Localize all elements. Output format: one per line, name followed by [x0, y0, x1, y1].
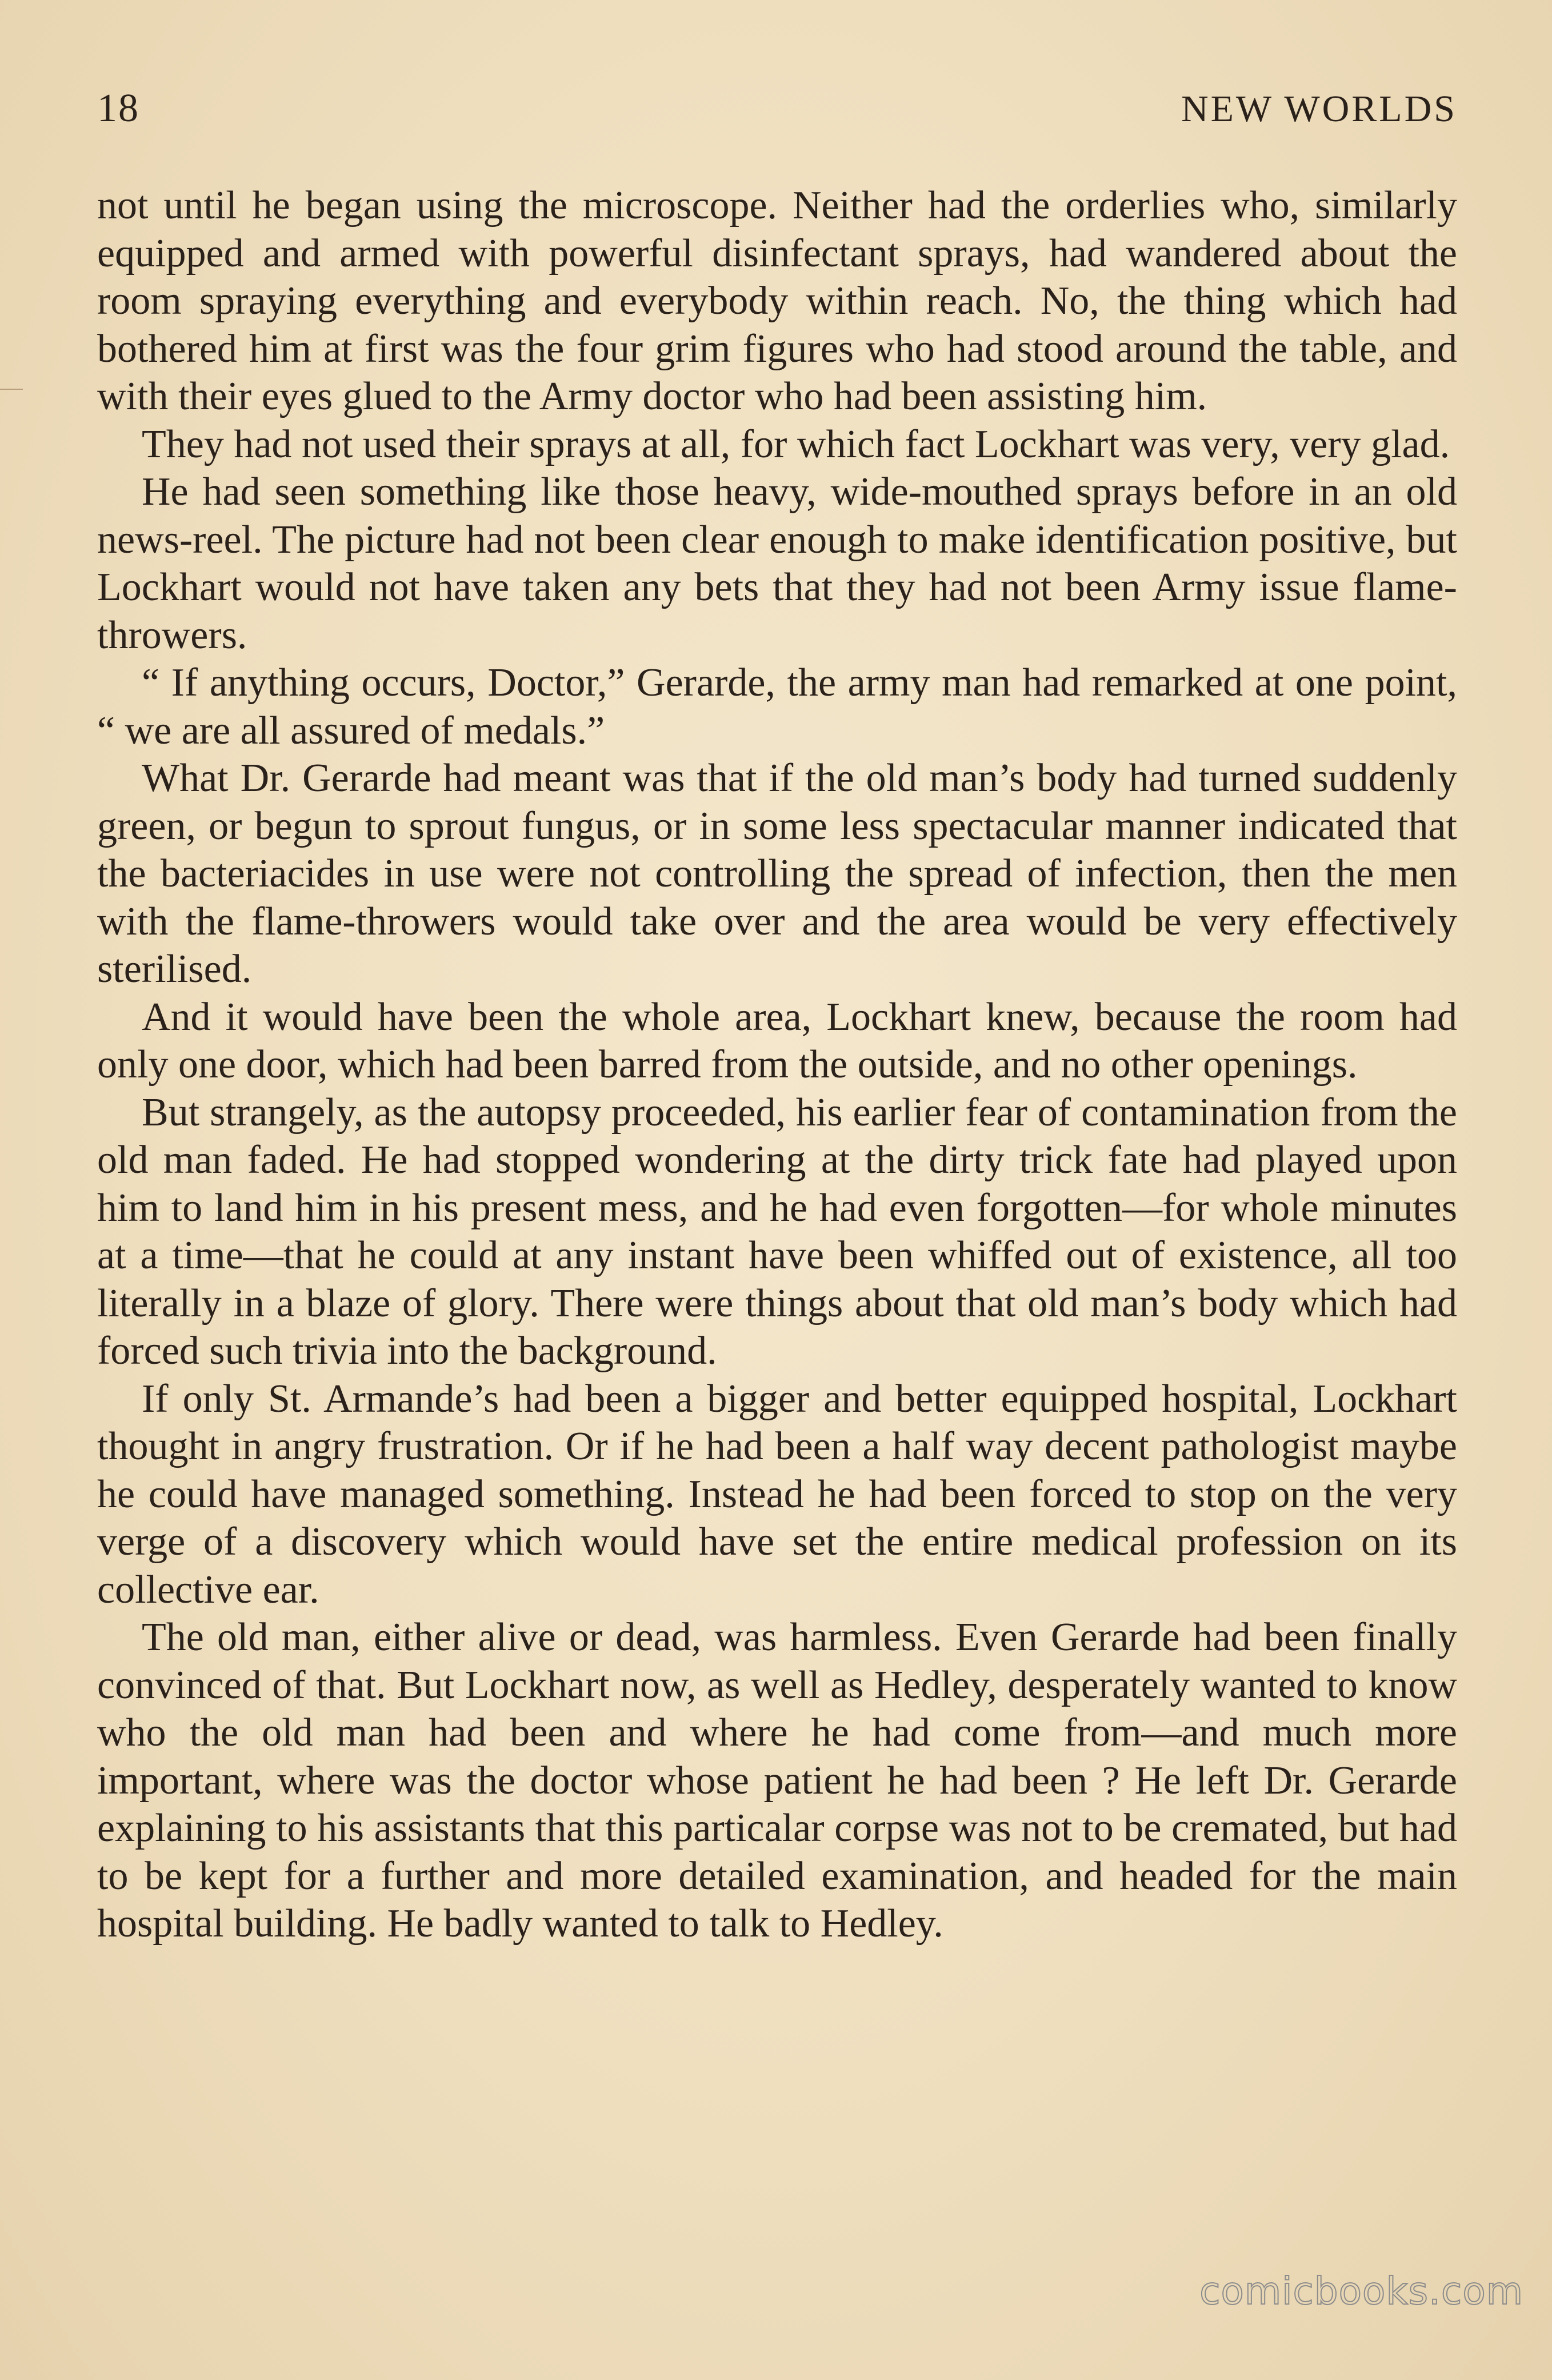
paragraph: “ If anything occurs, Doctor,” Gerarde, the army man had remarked at one point, “ we are all assured of medals.” [97, 661, 1457, 753]
watermark: comicbooks.com [1199, 2269, 1523, 2313]
paragraph: What Dr. Gerarde had meant was that if the old man’s body had turned suddenly green, or begun to sprout fungus, or in some less spectacular manner indicated that the bacteriacides in use were not controlling the spread of infection, then the men with the flame-throwers would take over and the area would be very effectively sterilised. [97, 756, 1457, 991]
paragraph: not until he began using the microscope. Neither had the orderlies who, similarly equipped and armed with powerful disinfectant sprays, had wandered about the room spraying everything and everybody within reach. No, the thing which had bothered him at first was the four grim figures who had stood around the table, and with their eyes glued to the Army doctor who had been assisting him. [97, 183, 1457, 418]
paragraph: They had not used their sprays at all, for which fact Lockhart was very, very glad. [142, 422, 1450, 466]
page-number: 18 [97, 86, 139, 130]
paragraph: And it would have been the whole area, Lockhart knew, because the room had only one door, which had been barred from the outside, and no other openings. [97, 995, 1457, 1087]
margin-mark [0, 389, 23, 390]
paragraph: The old man, either alive or dead, was harmless. Even Gerarde had been finally convinced of that. But Lockhart now, as well as Hedley, desperately wanted to know who the old man had been and where he had come from—and much more important, where was the doctor whose patient he had been ? He left Dr. Gerarde explaining to his assistants that this particalar corpse was not to be cremated, but had to be kept for a further and more detailed examination, and headed for the main hospital building. He badly wanted to talk to Hedley. [97, 1615, 1457, 1946]
running-head [97, 86, 1457, 143]
paragraph: He had seen something like those heavy, wide-mouthed sprays before in an old news-reel. The picture had not been clear enough to make identification positive, but Lockhart would not have taken any bets that they had not been Army issue flame-throwers. [97, 470, 1457, 657]
paragraph: If only St. Armande’s had been a bigger and better equipped hospital, Lockhart thought in angry frustration. Or if he had been a half way decent pathologist maybe he could have managed something. Instead he had been forced to stop on the very verge of a discovery which would have set the entire medical profession on its collective ear. [97, 1376, 1457, 1612]
body-text [97, 182, 1457, 1948]
paragraph: But strangely, as the autopsy proceeded, his earlier fear of contamination from the old man faded. He had stopped wondering at the dirty trick fate had played upon him to land him in his present mess, and he had even forgotten—for whole minutes at a time—that he could at any instant have been whiffed out of existence, all too literally in a blaze of glory. There were things about that old man’s body which had forced such trivia into the background. [97, 1090, 1457, 1373]
journal-title: NEW WORLDS [1181, 88, 1457, 130]
